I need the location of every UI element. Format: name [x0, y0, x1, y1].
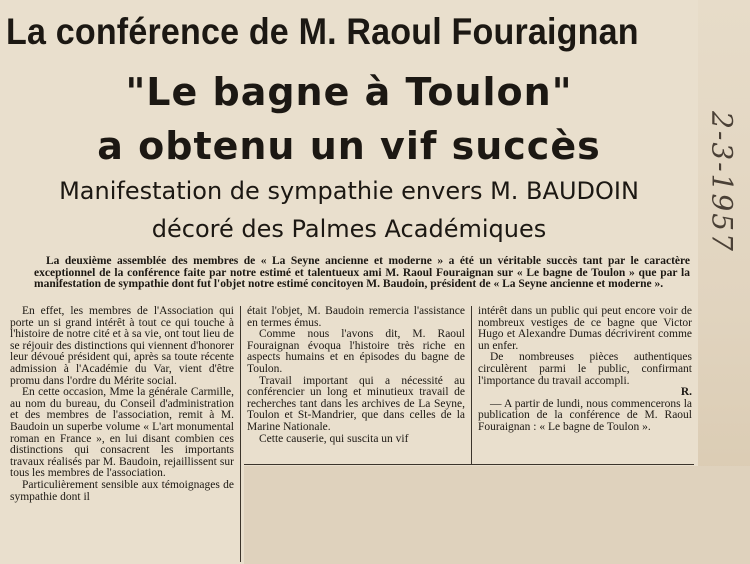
- closing-rule: [244, 464, 694, 465]
- article-column-1: [10, 306, 234, 503]
- column-3-paragraph-2: De nombreuses pièces authentiques circulèrent parmi le public, confirmant l'importance du travail accompli.: [478, 351, 692, 387]
- page-background-area: [244, 466, 750, 564]
- headline-line-3: a obtenu un vif succès: [97, 124, 601, 168]
- subheadline-line-2: décoré des Palmes Académiques: [151, 215, 547, 243]
- handwritten-date: [700, 98, 744, 266]
- headline-line-2: "Le bagne à Toulon": [125, 70, 573, 114]
- article-lede: [34, 256, 690, 291]
- article-column-3: [478, 306, 692, 434]
- column-3-paragraph-1: intérêt dans un public qui peut encore voir de nombreux vestiges de ce bagne que Victor Hugo et Alexandre Dumas décrivirent comme un enfer.: [478, 305, 692, 352]
- column-1-paragraph-1: En effet, les membres de l'Association qui porte un si grand intérêt à tout ce qui touche à l'histoire de notre cité et à sa vie, ont tout lieu de se réjouir des distinctions qui viennent d'honorer leur dévoué président qui, après sa toute récente admission à l'Académie du Var, vient d'être promu dans l'ordre du Mérite social.: [10, 305, 234, 387]
- column-2-paragraph-4: Cette causerie, qui suscita un vif: [259, 432, 409, 445]
- column-3-note: — A partir de lundi, nous commencerons la publication de la conférence de M. Raoul Fouraignan : « Le bagne de Toulon ».: [478, 397, 692, 433]
- subheadline-line-1: Manifestation de sympathie envers M. BAUDOIN: [59, 177, 639, 205]
- column-1-paragraph-3: Particulièrement sensible aux témoignages de sympathie dont il: [10, 478, 234, 503]
- lede-paragraph: La deuxième assemblée des membres de « La Seyne ancienne et moderne » a été un véritable succès tant par le caractère exceptionnel de la conférence faite par notre estimé et talentueux ami M. Raoul Fouraignan sur « Le bagne de Toulon » que par la manifestation de sympathie dont fut l'objet notre estimé concitoyen M. Baudoin, président de « La Seyne ancienne et moderne ».: [34, 255, 690, 291]
- column-2-paragraph-3: Travail important qui a nécessité au conférencier un long et minutieux travail de recherches tant dans les archives de La Seyne, Toulon et St-Mandrier, que dans celles de la Marine Nationale.: [247, 374, 465, 433]
- column-1-paragraph-2: En cette occasion, Mme la générale Carmille, au nom du bureau, du Conseil d'administration et des membres de l'association, remit à M. Baudoin un superbe volume « L'art monumental roman en France », en lui disant combien ces distinctions qui consacrent les importants travaux réalisés par M. Baudoin, rejaillissent sur tous les membres de l'association.: [10, 386, 234, 480]
- column-divider-2: [471, 306, 472, 464]
- column-2-paragraph-2: Comme nous l'avons dit, M. Raoul Fouraignan évoqua l'histoire très riche en aspects humains et en épisodes du bagne de Toulon.: [247, 328, 465, 375]
- article-signature: R.: [680, 386, 692, 399]
- column-divider-1: [240, 306, 241, 562]
- column-2-paragraph-1: était l'objet, M. Baudoin remercia l'assistance en termes émus.: [247, 305, 465, 329]
- article-column-2: [247, 306, 465, 445]
- handwritten-date-text: 2-3-1957: [705, 111, 739, 253]
- headline-line-1: La conférence de M. Raoul Fouraignan: [6, 11, 639, 52]
